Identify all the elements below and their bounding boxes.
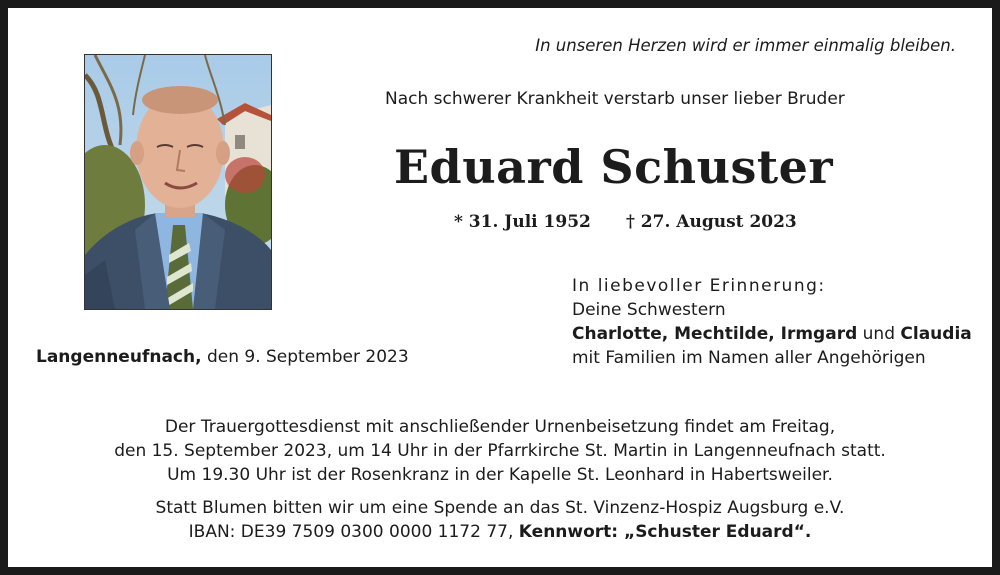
- donation-line: Statt Blumen bitten wir um eine Spende an das St. Vinzenz-Hospiz Augsburg e.V.: [155, 498, 845, 518]
- deceased-name: Eduard Schuster: [394, 140, 834, 194]
- intro-text: Nach schwerer Krankheit verstarb unser lieber Bruder: [385, 89, 845, 109]
- iban-text: IBAN: DE39 7509 0300 0000 1172 77,: [188, 522, 519, 542]
- service-line: den 15. September 2023, um 14 Uhr in der Pfarrkirche St. Martin in Langenneufnach statt.: [114, 441, 886, 461]
- place-name: Langenneufnach,: [36, 347, 202, 367]
- sister-name: Charlotte: [572, 324, 662, 344]
- portrait-photo: [84, 54, 272, 310]
- keyword-text: Kennwort: „Schuster Eduard“.: [518, 522, 812, 542]
- birth-date: * 31. Juli 1952: [454, 212, 591, 232]
- remembrance-block: [572, 274, 972, 370]
- date-text: den 9. September 2023: [201, 347, 409, 367]
- portrait-illustration: [85, 55, 271, 309]
- name-separator: ,: [768, 324, 781, 344]
- name-separator: ,: [661, 324, 675, 344]
- bank-line: [8, 520, 992, 544]
- sister-name: Irmgard: [780, 324, 858, 344]
- place-date: [36, 347, 409, 367]
- sister-name: Mechtilde: [674, 324, 769, 344]
- remembrance-names: [572, 322, 972, 346]
- donation-info: [8, 496, 992, 544]
- sister-name: Claudia: [900, 324, 972, 344]
- service-info: [8, 415, 992, 487]
- service-line: Um 19.30 Uhr ist der Rosenkranz in der Kapelle St. Leonhard in Habertsweiler.: [167, 465, 833, 485]
- remembrance-heading: In liebevoller Erinnerung:: [572, 276, 826, 296]
- death-date: † 27. August 2023: [626, 212, 797, 232]
- name-conjunction: und: [857, 324, 901, 344]
- remembrance-sisters: Deine Schwestern: [572, 300, 726, 320]
- motto: In unseren Herzen wird er immer einmalig bleiben.: [535, 36, 956, 55]
- obituary-card: [8, 8, 992, 567]
- remembrance-families: mit Familien im Namen aller Angehörigen: [572, 348, 926, 368]
- service-line: Der Trauergottesdienst mit anschließender Urnenbeisetzung findet am Freitag,: [164, 417, 836, 437]
